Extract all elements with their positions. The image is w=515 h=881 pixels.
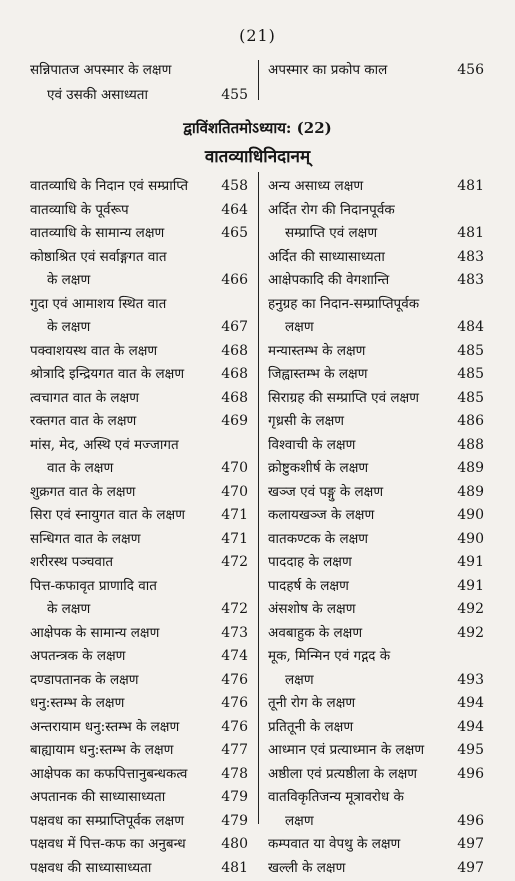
entry-title-line: सन्धिगत वात के लक्षण xyxy=(30,530,141,547)
entry-page-number: 472 xyxy=(221,554,248,570)
entry-page-number: 483 xyxy=(457,248,484,265)
entry-page-number: 468 xyxy=(221,366,248,382)
entry-title-line: एवं उसकी असाध्यता xyxy=(47,87,148,103)
entry-title-line: वातविकृतिजन्य मूत्रावरोध के xyxy=(268,789,404,805)
entry-page-number: 468 xyxy=(221,389,248,406)
entry-title-line: पित्त-कफावृत प्राणादि वात xyxy=(30,577,157,594)
entry-title-line: खञ्ज एवं पङ्गु के लक्षण xyxy=(268,483,384,500)
entry-title-line: त्वचागत वात के लक्षण xyxy=(30,389,139,406)
entry-title-line: शरीरस्थ पञ्चवात xyxy=(30,554,114,570)
entry-page-number: 472 xyxy=(221,601,248,617)
entry-page-number: 485 xyxy=(457,366,484,382)
entry-title-line: लक्षण xyxy=(285,319,314,335)
entry-page-number: 494 xyxy=(457,718,484,735)
entry-page-number: 494 xyxy=(457,695,484,711)
entry-page-number: 496 xyxy=(457,812,484,829)
entry-title-line: के लक्षण xyxy=(47,601,91,617)
entry-title-line: पक्वाशयस्थ वात के लक्षण xyxy=(30,342,158,359)
entry-page-number: 479 xyxy=(221,812,248,829)
entry-title-line: खल्ली के लक्षण xyxy=(268,859,346,876)
entry-page-number: 471 xyxy=(221,507,248,523)
entry-title-line: सिरा एवं स्नायुगत वात के लक्षण xyxy=(30,507,185,523)
chapter-title: वातव्याधिनिदानम् xyxy=(204,147,311,167)
entry-title-line: आक्षेपकादि की वेगशान्ति xyxy=(268,272,390,288)
top-column-divider xyxy=(258,60,259,100)
entry-page-number: 471 xyxy=(221,530,248,547)
entry-title-line: कलायखञ्ज के लक्षण xyxy=(268,507,375,523)
entry-page-number: 478 xyxy=(221,765,248,782)
entry-title-line: वातव्याधि के निदान एवं सम्प्राप्ति xyxy=(30,178,189,194)
entry-page-number: 476 xyxy=(221,718,248,735)
entry-page-number: 466 xyxy=(221,272,248,288)
entry-title-line: आध्मान एवं प्रत्याध्मान के लक्षण xyxy=(268,742,425,758)
entry-page-number: 477 xyxy=(221,742,248,758)
entry-page-number: 497 xyxy=(457,836,484,852)
entry-page-number: 495 xyxy=(457,742,484,758)
entry-page-number: 489 xyxy=(457,460,484,476)
entry-page-number: 496 xyxy=(457,765,484,782)
entry-title-line: लक्षण xyxy=(285,671,314,688)
entry-page-number: 492 xyxy=(457,624,484,641)
entry-title-line: शुक्रगत वात के लक्षण xyxy=(30,483,136,500)
entry-page-number: 483 xyxy=(457,272,484,288)
entry-title-line: रक्तगत वात के लक्षण xyxy=(30,413,137,429)
entry-title-line: पक्षवध का सम्प्राप्तिपूर्वक लक्षण xyxy=(30,812,184,829)
entry-page-number: 489 xyxy=(457,483,484,500)
entry-page-number: 491 xyxy=(457,577,484,594)
entry-title-line: अन्य असाध्य लक्षण xyxy=(268,178,364,194)
entry-title-line: के लक्षण xyxy=(47,272,91,288)
entry-page-number: 481 xyxy=(457,225,484,241)
entry-title-line: आक्षेपक के सामान्य लक्षण xyxy=(30,624,160,641)
main-column-divider xyxy=(258,172,259,824)
entry-title-line: पक्षवध की साध्यासाध्यता xyxy=(30,859,152,876)
entry-page-number: 455 xyxy=(221,87,248,103)
entry-title-line: अवबाहुक के लक्षण xyxy=(268,624,363,641)
entry-page-number: 479 xyxy=(221,789,248,805)
entry-title-line: वातव्याधि के सामान्य लक्षण xyxy=(30,225,165,241)
entry-title-line: अष्ठीला एवं प्रत्यष्ठीला के लक्षण xyxy=(268,765,418,782)
entry-title-line: मन्यास्तम्भ के लक्षण xyxy=(268,342,366,359)
entry-page-number: 476 xyxy=(221,695,248,711)
entry-page-number: 470 xyxy=(221,483,248,500)
entry-page-number: 486 xyxy=(457,413,484,429)
entry-title-line: अंसशोष के लक्षण xyxy=(268,601,356,617)
entry-page-number: 476 xyxy=(221,671,248,688)
entry-title-line: बाह्यायाम धनु:स्तम्भ के लक्षण xyxy=(30,742,174,758)
entry-page-number: 480 xyxy=(221,836,248,852)
entry-page-number: 465 xyxy=(221,225,248,241)
entry-page-number: 469 xyxy=(221,413,248,429)
entry-title-line: कम्पवात या वेपथु के लक्षण xyxy=(268,836,401,852)
entry-title-line: अपस्मार का प्रकोप काल xyxy=(268,62,388,78)
entry-page-number: 456 xyxy=(457,62,484,78)
entry-title-line: के लक्षण xyxy=(47,319,91,335)
entry-title-line: सिराग्रह की सम्प्राप्ति एवं लक्षण xyxy=(268,389,419,406)
entry-title-line: वातव्याधि के पूर्वरूप xyxy=(30,201,129,218)
entry-page-number: 481 xyxy=(221,859,248,876)
entry-page-number: 492 xyxy=(457,601,484,617)
entry-page-number: 473 xyxy=(221,624,248,641)
entry-page-number: 490 xyxy=(457,507,484,523)
entry-title-line: वातकण्टक के लक्षण xyxy=(268,530,369,547)
page-number: (21) xyxy=(239,26,276,45)
entry-page-number: 491 xyxy=(457,554,484,570)
entry-title-line: मांस, मेद, अस्थि एवं मज्जागत xyxy=(30,436,179,453)
entry-page-number: 488 xyxy=(457,436,484,453)
entry-page-number: 481 xyxy=(457,178,484,194)
entry-page-number: 464 xyxy=(221,201,248,218)
entry-page-number: 497 xyxy=(457,859,484,876)
entry-page-number: 468 xyxy=(221,342,248,359)
entry-title-line: कोष्ठाश्रित एवं सर्वाङ्गगत वात xyxy=(30,248,167,265)
entry-title-line: प्रतितूनी के लक्षण xyxy=(268,718,354,735)
entry-page-number: 467 xyxy=(221,319,248,335)
entry-title-line: क्रोष्टुकशीर्ष के लक्षण xyxy=(268,460,369,476)
entry-title-line: अर्दित की साध्यासाध्यता xyxy=(268,248,385,265)
entry-title-line: जिह्वास्तम्भ के लक्षण xyxy=(268,366,368,382)
entry-page-number: 484 xyxy=(457,319,484,335)
entry-title-line: सन्निपातज अपस्मार के लक्षण xyxy=(30,62,172,78)
entry-title-line: विश्वाची के लक्षण xyxy=(268,436,356,453)
entry-title-line: अर्दित रोग की निदानपूर्वक xyxy=(268,201,395,218)
entry-title-line: धनु:स्तम्भ के लक्षण xyxy=(30,695,125,711)
entry-title-line: पाददाह के लक्षण xyxy=(268,554,352,570)
entry-title-line: अपतन्त्रक के लक्षण xyxy=(30,648,126,664)
entry-title-line: सम्प्राप्ति एवं लक्षण xyxy=(285,225,378,241)
entry-page-number: 490 xyxy=(457,530,484,547)
entry-page-number: 485 xyxy=(457,342,484,359)
entry-title-line: वात के लक्षण xyxy=(47,460,114,476)
entry-title-line: दण्डापतानक के लक्षण xyxy=(30,671,139,688)
entry-title-line: लक्षण xyxy=(285,812,314,829)
entry-title-line: पक्षवध में पित्त-कफ का अनुबन्ध xyxy=(30,836,186,852)
entry-page-number: 458 xyxy=(221,178,248,194)
entry-page-number: 470 xyxy=(221,460,248,476)
entry-title-line: मूक, मिन्मिन एवं गद्गद के xyxy=(268,648,391,664)
chapter-heading: द्वाविंशतितमोऽध्याय: (22) xyxy=(183,119,332,137)
entry-title-line: हनुग्रह का निदान-सम्प्राप्तिपूर्वक xyxy=(268,295,420,312)
entry-title-line: आक्षेपक का कफपित्तानुबन्धकत्व xyxy=(30,765,188,782)
entry-page-number: 493 xyxy=(457,671,484,688)
entry-title-line: गुदा एवं आमाशय स्थित वात xyxy=(30,295,167,312)
entry-page-number: 485 xyxy=(457,389,484,406)
entry-title-line: पादहर्ष के लक्षण xyxy=(268,577,349,594)
entry-title-line: अपतानक की साध्यासाध्यता xyxy=(30,789,166,805)
entry-page-number: 474 xyxy=(221,648,248,664)
entry-title-line: श्रोत्रादि इन्द्रियगत वात के लक्षण xyxy=(30,366,185,382)
entry-title-line: गृध्रसी के लक्षण xyxy=(268,413,345,429)
entry-title-line: अन्तरायाम धनु:स्तम्भ के लक्षण xyxy=(30,718,180,735)
entry-title-line: तूनी रोग के लक्षण xyxy=(268,695,356,711)
